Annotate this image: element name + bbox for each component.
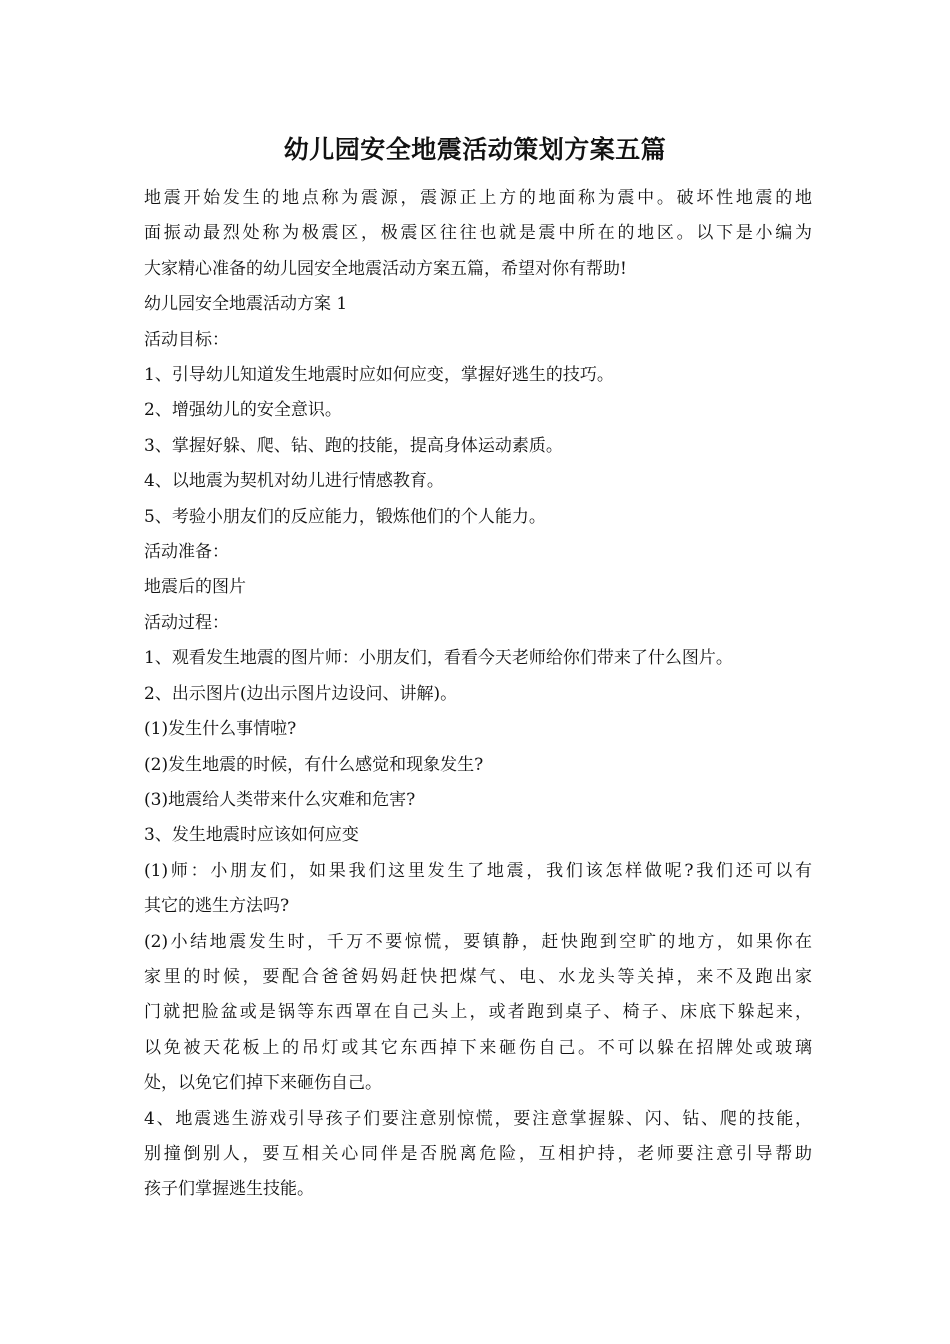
list-item: (3)地震给人类带来什么灾难和危害? bbox=[144, 789, 416, 810]
paragraph-line: (1)师：小朋友们，如果我们这里发生了地震，我们该怎样做呢?我们还可以有 bbox=[144, 860, 812, 881]
paragraph-line: 家里的时候，要配合爸爸妈妈赶快把煤气、电、水龙头等关掉，来不及跑出家 bbox=[144, 966, 812, 987]
list-item: 1、观看发生地震的图片师：小朋友们，看看今天老师给你们带来了什么图片。 bbox=[144, 648, 733, 669]
list-item: 2、增强幼儿的安全意识。 bbox=[144, 400, 342, 421]
paragraph-line: (2)小结地震发生时，千万不要惊慌，要镇静，赶快跑到空旷的地方，如果你在 bbox=[144, 931, 812, 952]
paragraph-line: 4、地震逃生游戏引导孩子们要注意别惊慌，要注意掌握躲、闪、钻、爬的技能， bbox=[144, 1108, 812, 1129]
list-item: 2、出示图片(边出示图片边设问、讲解)。 bbox=[144, 683, 458, 704]
document-title: 幼儿园安全地震活动策划方案五篇 bbox=[283, 135, 667, 164]
paragraph-line: 面振动最烈处称为极震区，极震区往往也就是震中所在的地区。以下是小编为 bbox=[144, 223, 812, 244]
paragraph-line: 地震后的图片 bbox=[144, 577, 246, 598]
paragraph-line: 孩子们掌握逃生技能。 bbox=[144, 1179, 314, 1200]
list-item: (2)发生地震的时候，有什么感觉和现象发生? bbox=[144, 754, 484, 775]
paragraph-line: 别撞倒别人，要互相关心同伴是否脱离危险，互相护持，老师要注意引导帮助 bbox=[144, 1143, 812, 1164]
list-item: 4、以地震为契机对幼儿进行情感教育。 bbox=[144, 471, 444, 492]
paragraph-line: 大家精心准备的幼儿园安全地震活动方案五篇，希望对你有帮助! bbox=[144, 258, 627, 279]
paragraph-line: 处，以免它们掉下来砸伤自己。 bbox=[144, 1073, 382, 1094]
paragraph-line: 其它的逃生方法吗? bbox=[144, 896, 290, 917]
subsection-heading: 活动目标： bbox=[144, 329, 229, 350]
document-body bbox=[144, 181, 812, 1208]
paragraph-line: 以免被天花板上的吊灯或其它东西掉下来砸伤自己。不可以躲在招牌处或玻璃 bbox=[144, 1037, 812, 1058]
section-heading: 幼儿园安全地震活动方案 1 bbox=[144, 294, 348, 315]
list-item: 3、发生地震时应该如何应变 bbox=[144, 825, 359, 846]
list-item: 3、掌握好躲、爬、钻、跑的技能，提高身体运动素质。 bbox=[144, 435, 563, 456]
subsection-heading: 活动过程： bbox=[144, 612, 229, 633]
list-item: (1)发生什么事情啦? bbox=[144, 719, 297, 740]
paragraph-line: 门就把脸盆或是锅等东西罩在自己头上，或者跑到桌子、椅子、床底下躲起来， bbox=[144, 1002, 812, 1023]
list-item: 5、考验小朋友们的反应能力，锻炼他们的个人能力。 bbox=[144, 506, 546, 527]
paragraph-line: 地震开始发生的地点称为震源，震源正上方的地面称为震中。破坏性地震的地 bbox=[144, 188, 812, 208]
list-item: 1、引导幼儿知道发生地震时应如何应变，掌握好逃生的技巧。 bbox=[144, 365, 614, 386]
subsection-heading: 活动准备： bbox=[144, 542, 229, 563]
